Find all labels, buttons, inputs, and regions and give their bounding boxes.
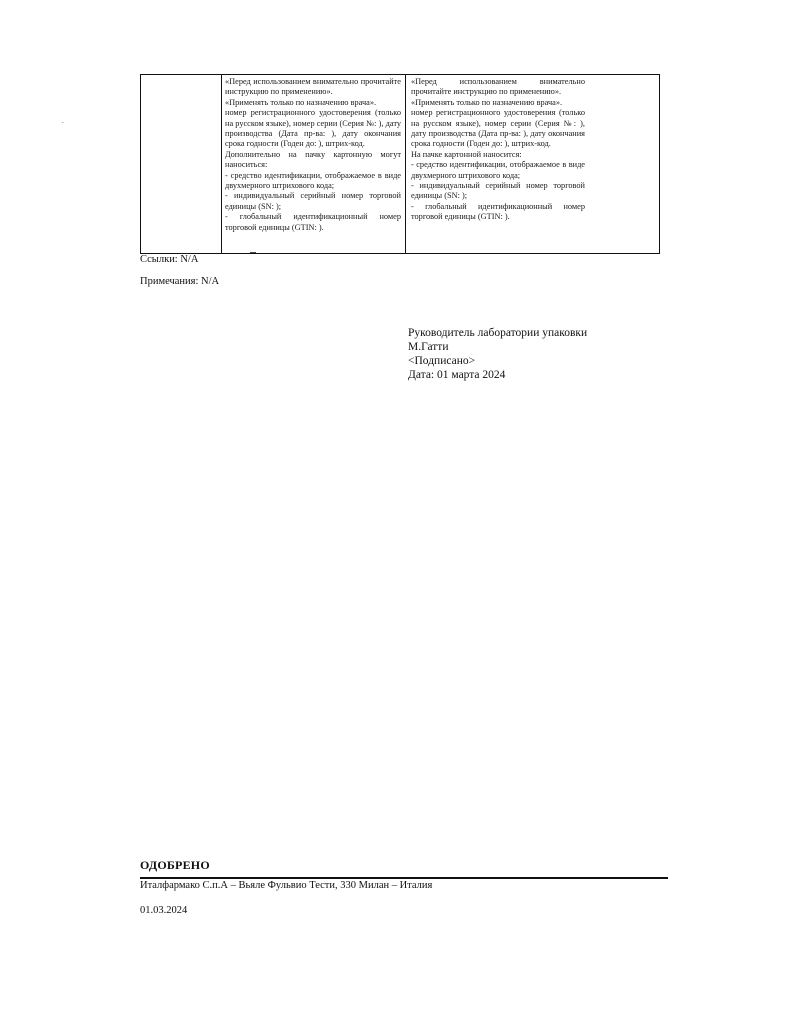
- cell-paragraph: - средство идентификации, отображаемое в виде двухмерного штрихового кода;: [411, 160, 585, 180]
- cell-paragraph: - индивидуальный серийный номер торговой единицы (SN: );: [225, 191, 401, 211]
- cell-paragraph: «Перед использованием внимательно прочитайте инструкцию по применению».: [225, 77, 401, 97]
- table-column-divider: [405, 75, 406, 253]
- cell-paragraph: - глобальный идентификационный номер торговой единицы (GTIN: ).: [225, 212, 401, 232]
- signed-mark: <Подписано>: [408, 355, 476, 367]
- scan-dash-mark: [250, 252, 256, 253]
- labeling-table: [140, 74, 660, 254]
- cell-paragraph: - индивидуальный серийный номер торговой единицы (SN: );: [411, 181, 585, 201]
- footer-date: 01.03.2024: [140, 905, 188, 916]
- table-column-divider: [221, 75, 222, 253]
- cell-paragraph: номер регистрационного удостоверения (только на русском языке), номер серии (Серия №: ), дату производства (Дата пр-ва: ), дату окончания срока годности (Годен до: ), штрих-код.: [225, 108, 401, 149]
- company-address: Италфармако С.п.А – Вьяле Фульвио Тести, 330 Милан – Италия: [140, 880, 433, 891]
- signatory-position: Руководитель лаборатории упаковки: [408, 327, 588, 339]
- notes-line: Примечания: N/A: [140, 276, 220, 287]
- cell-paragraph: На пачке картонной наносится:: [411, 149, 522, 159]
- footer-divider: [140, 877, 668, 879]
- cell-paragraph: номер регистрационного удостоверения (только на русском языке), номер серии (Серия №: ), дату производства (Дата пр-ва: ), дату окончания срока годности (Годен до: ), штрих-код.: [411, 108, 585, 149]
- approved-heading: ОДОБРЕНО: [140, 858, 210, 872]
- table-cell-current-text: [225, 77, 401, 233]
- signature-block: [408, 326, 587, 382]
- references-line: Ссылки: N/A: [140, 254, 199, 265]
- cell-paragraph: «Применять только по назначению врача».: [225, 97, 377, 107]
- cell-paragraph: - средство идентификации, отображаемое в виде двухмерного штрихового кода;: [225, 170, 401, 191]
- signature-date: Дата: 01 марта 2024: [408, 369, 506, 381]
- table-cell-proposed-text: [411, 77, 585, 223]
- margin-dot-mark: .: [62, 117, 64, 125]
- signatory-name: М.Гатти: [408, 341, 449, 353]
- cell-paragraph: - глобальный идентификационный номер торговой единицы (GTIN: ).: [411, 201, 585, 222]
- cell-paragraph: «Перед использованием внимательно прочитайте инструкцию по применению».: [411, 77, 585, 97]
- cell-paragraph: «Применять только по назначению врача».: [411, 97, 563, 107]
- cell-paragraph: Дополнительно на пачку картонную могут наноситься:: [225, 149, 401, 170]
